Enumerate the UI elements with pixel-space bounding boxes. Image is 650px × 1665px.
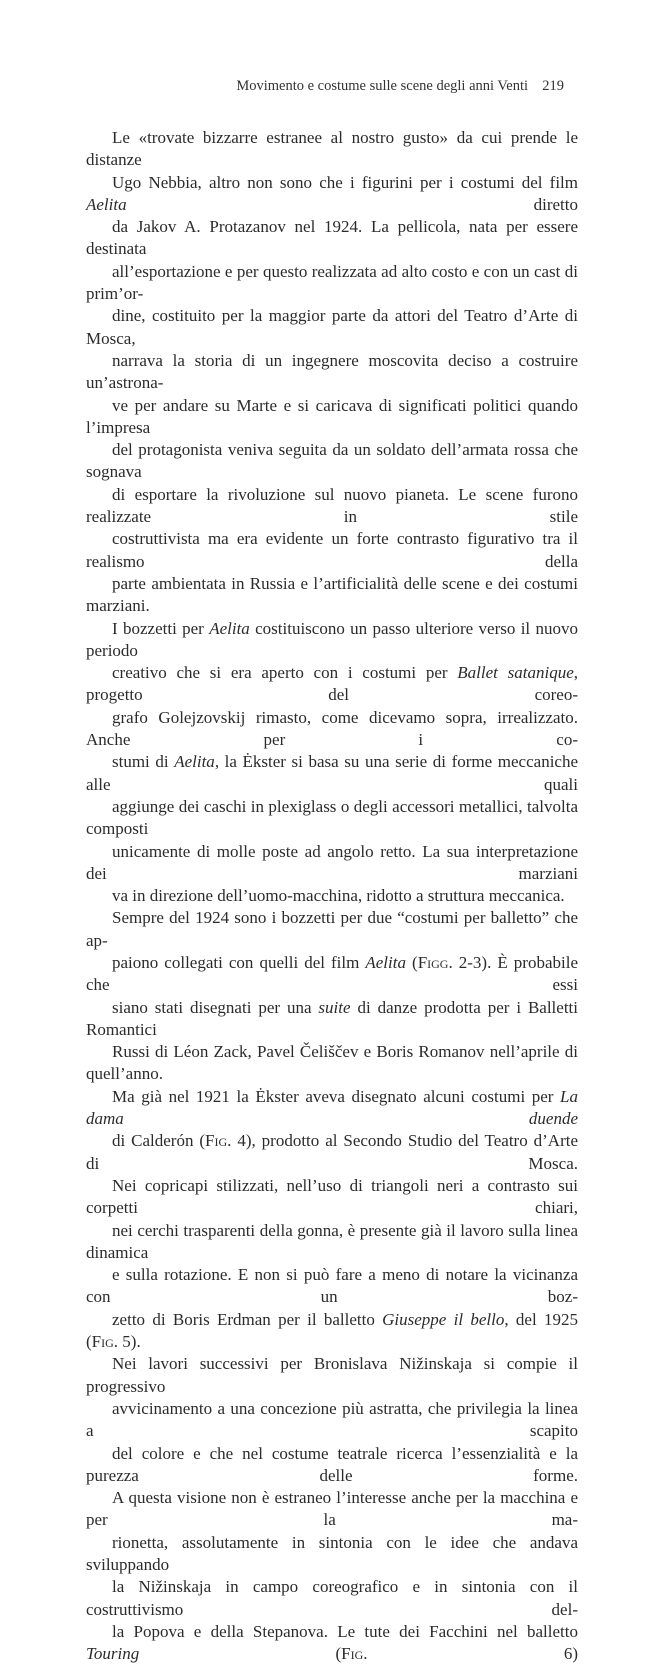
text-line bbox=[86, 1487, 578, 1532]
italic-title: Ballet satanique bbox=[457, 663, 574, 683]
text-run: Russi di Léon Zack, Pavel Čeliščev e Boris Romanov nell’aprile di quell’anno. bbox=[86, 1042, 578, 1084]
text-line bbox=[86, 885, 578, 907]
text-line bbox=[86, 1130, 578, 1175]
text-line bbox=[86, 573, 578, 618]
text-run: aggiunge dei caschi in plexiglass o degli accessori metallici, talvolta composti bbox=[86, 796, 578, 839]
text-run: stumi di bbox=[112, 752, 175, 772]
page-number: 219 bbox=[542, 78, 564, 94]
text-run: dine, costituito per la maggior parte da attori del Teatro d’Arte di Mosca, bbox=[86, 306, 578, 348]
running-header bbox=[0, 78, 650, 98]
text-run: la Popova e della Stepanova. Le tute dei Facchini nel balletto bbox=[112, 1621, 578, 1641]
italic-title: Aelita bbox=[365, 952, 406, 972]
text-run: da Jakov A. Protazanov nel 1924. La pellicola, nata per essere destinata bbox=[86, 217, 578, 259]
text-run: costituiscono un passo ulteriore verso il nuovo periodo bbox=[86, 618, 578, 660]
text-run: diretto bbox=[126, 194, 578, 214]
figure-reference: Figg bbox=[417, 952, 449, 972]
text-run: del colore e che nel costume teatrale ricerca l’essenzialità e la purezza delle forme. bbox=[86, 1443, 578, 1485]
text-line bbox=[86, 1532, 578, 1577]
text-line bbox=[86, 1175, 578, 1220]
text-line bbox=[86, 528, 578, 573]
text-run: di Calderón ( bbox=[112, 1131, 206, 1151]
italic-title: Aelita bbox=[86, 194, 127, 214]
text-run: grafo Golejzovskij rimasto, come dicevamo sopra, irrealizzato. Anche per i co- bbox=[86, 707, 578, 750]
figure-reference: Fig bbox=[91, 1332, 114, 1352]
italic-title: suite bbox=[318, 997, 351, 1017]
body-text bbox=[86, 127, 578, 1665]
paragraph bbox=[86, 1353, 578, 1665]
paragraph bbox=[86, 907, 578, 1353]
italic-title: Aelita bbox=[209, 618, 250, 638]
text-run: I bozzetti per bbox=[112, 618, 210, 638]
text-run: unicamente di molle poste ad angolo retto. La sua interpretazione dei marziani bbox=[86, 841, 578, 883]
text-run: Sempre del 1924 sono i bozzetti per due “costumi per balletto” che ap- bbox=[86, 908, 578, 950]
italic-title: Giuseppe il bello bbox=[382, 1309, 505, 1329]
text-line bbox=[86, 1309, 578, 1354]
text-line bbox=[86, 1576, 578, 1621]
paragraph bbox=[86, 618, 578, 908]
text-line bbox=[86, 1353, 578, 1398]
figure-reference: Fig bbox=[341, 1644, 364, 1664]
text-line bbox=[86, 484, 578, 529]
text-line bbox=[86, 1086, 578, 1131]
text-line bbox=[86, 997, 578, 1042]
text-run: . 2-3). È probabile che essi bbox=[86, 952, 578, 995]
text-run: Ugo Nebbia, altro non sono che i figurini per i costumi del film bbox=[112, 172, 578, 192]
text-run: parte ambientata in Russia e l’artificialità delle scene e dei costumi marziani. bbox=[86, 573, 578, 616]
running-title: Movimento e costume sulle scene degli anni Venti bbox=[236, 78, 528, 94]
paragraph bbox=[86, 127, 578, 618]
text-line bbox=[86, 439, 578, 484]
text-line bbox=[86, 751, 578, 796]
text-line bbox=[86, 305, 578, 350]
text-run: va in direzione dell’uomo-macchina, ridotto a struttura meccanica. bbox=[112, 886, 565, 906]
text-run: , progetto del coreo- bbox=[86, 663, 578, 705]
text-line bbox=[86, 618, 578, 663]
text-run: . 5). bbox=[113, 1332, 141, 1352]
text-run: ( bbox=[405, 952, 418, 972]
text-line bbox=[86, 395, 578, 440]
text-run: la Nižinskaja in campo coreografico e in sintonia con il costruttivismo del- bbox=[86, 1577, 578, 1619]
text-line bbox=[86, 907, 578, 952]
text-run: ve per andare su Marte e si caricava di significati politici quando l’impresa bbox=[86, 395, 578, 437]
italic-title: La dama duende bbox=[86, 1086, 578, 1129]
text-run: del protagonista veniva seguita da un soldato dell’armata rossa che sognava bbox=[86, 440, 578, 482]
text-line bbox=[86, 1621, 578, 1665]
text-run: . 6) bbox=[363, 1644, 578, 1664]
text-run: all’esportazione e per questo realizzata ad alto costo e con un cast di prim’or- bbox=[86, 261, 578, 304]
text-line bbox=[86, 216, 578, 261]
text-line bbox=[86, 952, 578, 997]
figure-reference: Fig bbox=[205, 1131, 228, 1151]
text-run: costruttivista ma era evidente un forte contrasto figurativo tra il realismo della bbox=[86, 529, 578, 571]
italic-title: Touring bbox=[86, 1644, 140, 1664]
text-run: rionetta, assolutamente in sintonia con le idee che andava sviluppando bbox=[86, 1532, 578, 1574]
text-run: , la Ėkster si basa su una serie di forme meccaniche alle quali bbox=[86, 752, 579, 794]
text-run: ( bbox=[139, 1644, 342, 1664]
text-run: paiono collegati con quelli del film bbox=[112, 952, 366, 972]
text-run: A questa visione non è estraneo l’interesse anche per la macchina e per la ma- bbox=[86, 1488, 578, 1530]
text-run: e sulla rotazione. E non si può fare a meno di notare la vicinanza con un boz- bbox=[86, 1265, 578, 1307]
text-line bbox=[86, 350, 578, 395]
text-run: Nei copricapi stilizzati, nell’uso di triangoli neri a contrasto sui corpetti chiari, bbox=[86, 1175, 578, 1218]
text-line bbox=[86, 707, 578, 752]
text-run: siano stati disegnati per una bbox=[112, 997, 319, 1017]
text-line bbox=[86, 172, 578, 217]
text-run: nei cerchi trasparenti della gonna, è presente già il lavoro sulla linea dinamica bbox=[86, 1220, 578, 1262]
text-line bbox=[86, 1220, 578, 1265]
text-run: avvicinamento a una concezione più astratta, che privilegia la linea a scapito bbox=[86, 1398, 578, 1441]
text-run: Le «trovate bizzarre estranee al nostro gusto» da cui prende le distanze bbox=[86, 128, 578, 170]
text-run: zetto di Boris Erdman per il balletto bbox=[112, 1309, 383, 1329]
text-run: narrava la storia di un ingegnere moscovita deciso a costruire un’astrona- bbox=[86, 350, 578, 393]
text-line bbox=[86, 1443, 578, 1488]
text-run: di esportare la rivoluzione sul nuovo pianeta. Le scene furono realizzate in stile bbox=[86, 484, 578, 527]
text-line bbox=[86, 1398, 578, 1443]
text-run: . 4), prodotto al Secondo Studio del Teatro d’Arte di Mosca. bbox=[86, 1131, 578, 1173]
text-line bbox=[86, 1264, 578, 1309]
text-line bbox=[86, 127, 578, 172]
text-run: Nei lavori successivi per Bronislava Nižinskaja si compie il progressivo bbox=[86, 1354, 578, 1396]
text-run: Ma già nel 1921 la Ėkster aveva disegnato alcuni costumi per bbox=[112, 1086, 561, 1106]
text-line bbox=[86, 261, 578, 306]
text-line bbox=[86, 796, 578, 841]
italic-title: Aelita bbox=[174, 752, 215, 772]
text-line bbox=[86, 1041, 578, 1086]
text-run: creativo che si era aperto con i costumi per bbox=[112, 663, 458, 683]
text-line bbox=[86, 841, 578, 886]
text-line bbox=[86, 662, 578, 707]
text-run: di danze prodotta per i Balletti Romantici bbox=[86, 997, 578, 1039]
text-run: , del 1925 ( bbox=[86, 1309, 578, 1352]
